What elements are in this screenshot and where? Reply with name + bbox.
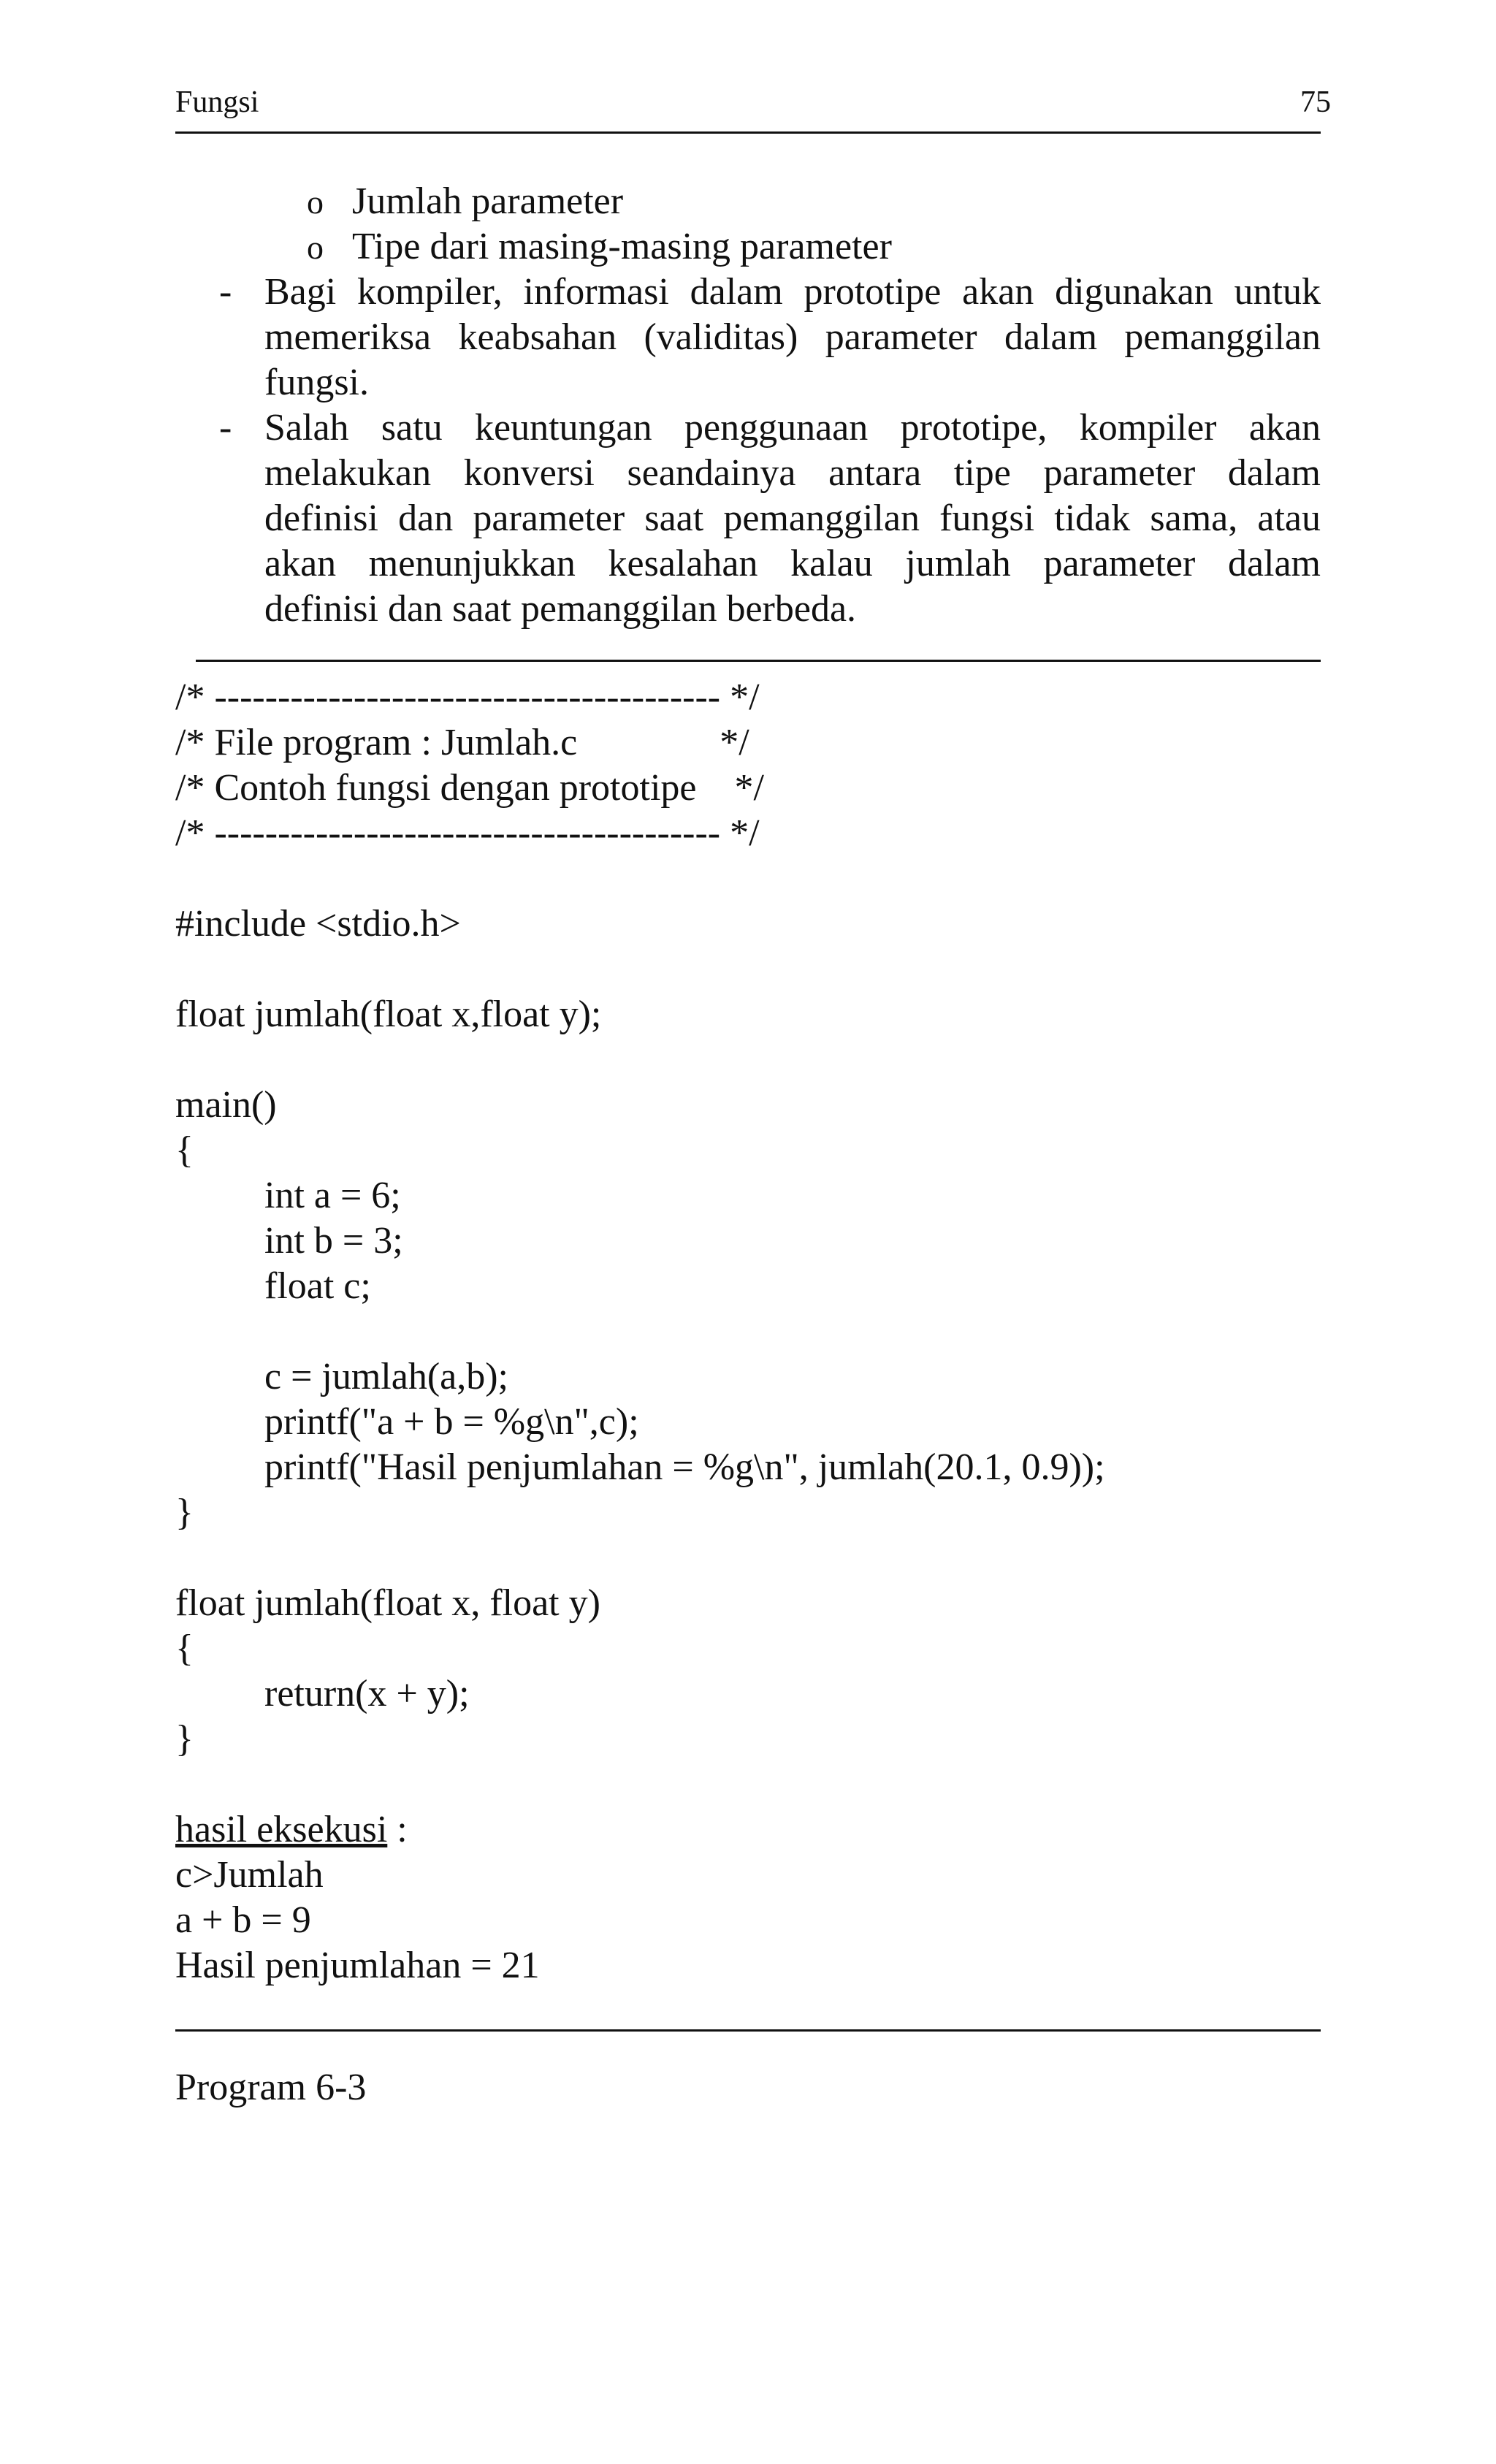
sub-bullet-item <box>307 180 623 223</box>
sub-bullet-text: Tipe dari masing-masing parameter <box>352 226 892 267</box>
paragraph-line: akan menunjukkan kesalahan kalau jumlah parameter dalam <box>264 543 1321 584</box>
program-top-rule <box>196 660 1321 662</box>
dash-bullet: - <box>219 407 232 449</box>
circle-bullet-icon: o <box>307 229 324 266</box>
code-statement: int a = 6; <box>264 1175 401 1216</box>
circle-bullet-icon: o <box>307 183 324 221</box>
code-comment: /* ---------------------------------------- */ <box>175 676 760 718</box>
code-main-signature: main() <box>175 1084 277 1126</box>
code-brace: { <box>175 1129 194 1171</box>
sub-bullet-text: Jumlah parameter <box>352 180 624 222</box>
paragraph-line: fungsi. <box>264 362 369 403</box>
code-statement: float c; <box>264 1265 371 1307</box>
code-include: #include <stdio.h> <box>175 903 461 945</box>
code-brace: } <box>175 1492 194 1533</box>
code-statement: c = jumlah(a,b); <box>264 1356 508 1397</box>
code-comment: /* ---------------------------------------- */ <box>175 812 760 854</box>
code-prototype: float jumlah(float x,float y); <box>175 993 602 1035</box>
paragraph-line: Bagi kompiler, informasi dalam prototipe akan digunakan untuk <box>264 271 1321 313</box>
dash-bullet: - <box>219 271 232 313</box>
paragraph-line: Salah satu keuntungan penggunaan prototipe, kompiler akan <box>264 407 1321 449</box>
code-brace: } <box>175 1718 194 1760</box>
output-line: a + b = 9 <box>175 1899 311 1941</box>
code-statement: return(x + y); <box>264 1673 470 1714</box>
paragraph-line: definisi dan parameter saat pemanggilan fungsi tidak sama, atau <box>264 497 1321 539</box>
output-heading-line <box>175 1808 408 1851</box>
program-caption: Program 6-3 <box>175 2067 367 2108</box>
code-brace: { <box>175 1628 194 1669</box>
code-statement: printf("a + b = %g\n",c); <box>264 1401 639 1443</box>
code-comment: /* File program : Jumlah.c */ <box>175 722 749 763</box>
output-line: c>Jumlah <box>175 1854 324 1896</box>
page-number: 75 <box>1300 85 1331 119</box>
header-rule <box>175 131 1321 134</box>
code-function-signature: float jumlah(float x, float y) <box>175 1582 600 1624</box>
paragraph-line: definisi dan saat pemanggilan berbeda. <box>264 588 857 630</box>
paragraph-line: memeriksa keabsahan (validitas) parameter dalam pemanggilan <box>264 316 1321 358</box>
output-line: Hasil penjumlahan = 21 <box>175 1945 540 1986</box>
running-header-section: Fungsi <box>175 85 259 119</box>
code-statement: int b = 3; <box>264 1220 403 1262</box>
program-bottom-rule <box>175 2029 1321 2032</box>
code-comment: /* Contoh fungsi dengan prototipe */ <box>175 767 764 809</box>
code-statement: printf("Hasil penjumlahan = %g\n", jumlah(20.1, 0.9)); <box>264 1446 1105 1488</box>
output-heading-suffix: : <box>387 1809 408 1850</box>
paragraph-line: melakukan konversi seandainya antara tipe parameter dalam <box>264 452 1321 494</box>
output-heading: hasil eksekusi <box>175 1809 388 1850</box>
sub-bullet-item <box>307 225 892 268</box>
